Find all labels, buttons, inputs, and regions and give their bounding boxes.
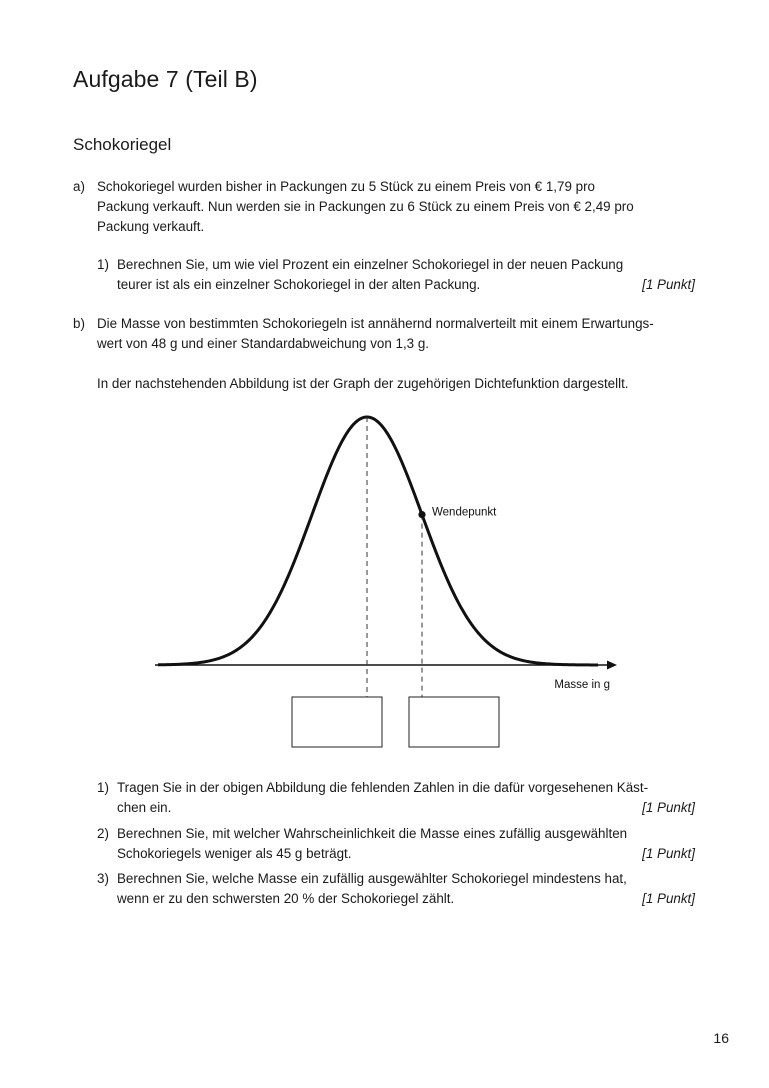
points-label: [1 Punkt] (642, 891, 695, 906)
question-line: Schokoriegels weniger als 45 g beträgt. (117, 846, 352, 861)
question-line: Tragen Sie in der obigen Abbildung die fehlenden Zahlen in die dafür vorgesehenen Käst- (117, 780, 649, 795)
page-number: 16 (713, 1030, 729, 1046)
question-line: teurer ist als ein einzelner Schokoriegel in der alten Packung. (117, 277, 481, 292)
question-label: 2) (97, 826, 109, 841)
density-curve (158, 417, 598, 665)
page-title: Aufgabe 7 (Teil B) (73, 66, 258, 92)
question-line: chen ein. (117, 800, 172, 815)
points-label: [1 Punkt] (642, 846, 695, 861)
density-chart (0, 400, 769, 760)
question-line: Berechnen Sie, um wie viel Prozent ein einzelner Schokoriegel in der neuen Packung (117, 257, 624, 272)
points-label: [1 Punkt] (642, 277, 695, 292)
inflection-point (418, 511, 425, 518)
part-b-label: b) (73, 316, 85, 331)
question-label: 1) (97, 780, 109, 795)
question-label: 3) (97, 871, 109, 886)
question-label: 1) (97, 257, 109, 272)
part-b-line: wert von 48 g und einer Standardabweichung von 1,3 g. (97, 336, 430, 351)
part-b-text (97, 314, 707, 394)
part-a-line: Schokoriegel wurden bisher in Packungen zu 5 Stück zu einem Preis von € 1,79 pro (97, 179, 595, 194)
part-a-line: Packung verkauft. (97, 219, 205, 234)
part-a-label: a) (73, 179, 85, 194)
answer-box-inflection[interactable] (409, 697, 499, 747)
question-text (117, 824, 677, 864)
question-line: wenn er zu den schwersten 20 % der Schokoriegel zählt. (117, 891, 455, 906)
inflection-point-label: Wendepunkt (432, 506, 497, 519)
part-b-line: Die Masse von bestimmten Schokoriegeln ist annähernd normalverteilt mit einem Erwartungs- (97, 316, 654, 331)
question-line: Berechnen Sie, welche Masse ein zufällig ausgewählter Schokoriegel mindestens hat, (117, 871, 627, 886)
points-label: [1 Punkt] (642, 800, 695, 815)
question-text (117, 869, 677, 909)
figure-intro: In der nachstehenden Abbildung ist der Graph der zugehörigen Dichtefunktion dargestellt. (97, 376, 629, 391)
x-axis-label: Masse in g (554, 679, 610, 691)
question-text (117, 255, 677, 295)
question-line: Berechnen Sie, mit welcher Wahrscheinlichkeit die Masse eines zufällig ausgewählten (117, 826, 628, 841)
section-title: Schokoriegel (73, 135, 172, 154)
question-text (117, 778, 677, 818)
x-axis-arrowhead (607, 661, 617, 670)
part-a-text (97, 177, 707, 237)
answer-box-mean[interactable] (292, 697, 382, 747)
part-a-line: Packung verkauft. Nun werden sie in Packungen zu 6 Stück zu einem Preis von € 2,49 pro (97, 199, 634, 214)
